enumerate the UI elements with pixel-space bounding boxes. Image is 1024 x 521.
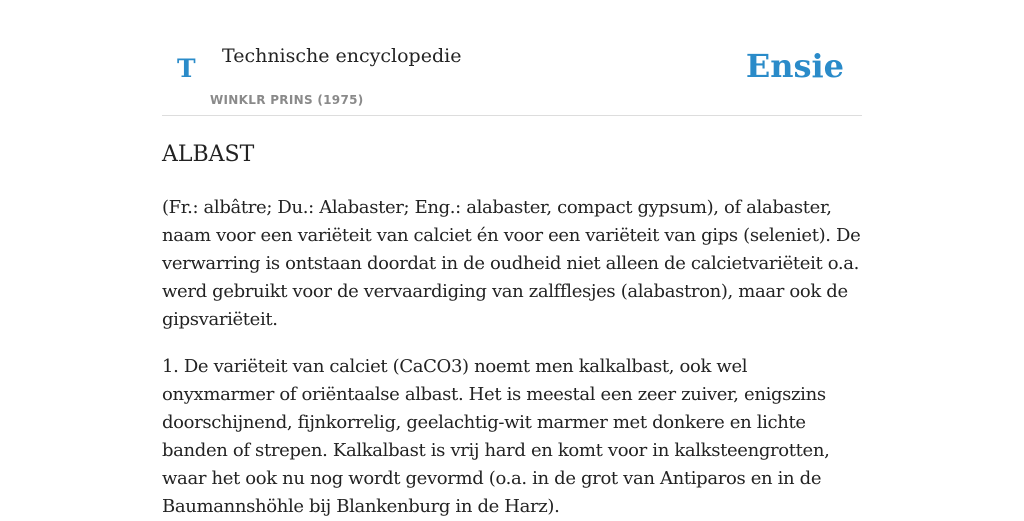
article-paragraph-2: 1. De variëteit van calciet (CaCO3) noemt men kalkalbast, ook wel onyxmarmer of oriëntaalse albast. Het is meestal een zeer zuiver, enigszins doorschijnend, fijnkorrelig, geelachtig-wit marmer met donkere en lichte banden of strepen. Kalkalbast is vrij hard en komt voor in kalksteengrotten, waar het ook nu nog wordt gevormd (o.a. in de grot van Antiparos en in de Baumannshöhle bij Blankenburg in de Harz). [162,356,830,518]
book-initial-icon[interactable]: T [177,54,196,83]
header [162,0,862,116]
ensie-logo-link[interactable]: Ensie [745,47,844,85]
article-title: ALBAST [162,142,255,167]
book-source: WINKLR PRINS (1975) [210,93,364,107]
article-paragraph-1: (Fr.: albâtre; Du.: Alabaster; Eng.: alabaster, compact gypsum), of alabaster, naam voor een variëteit van calciet én voor een variëteit van gips (seleniet). De verwarring is ontstaan doordat in de oudheid niet alleen de calcietvariëteit o.a. werd gebruikt voor de vervaardiging van zalfflesjes (alabastron), maar ook de gipsvariëteit. [162,197,861,331]
page-content [162,0,862,521]
book-title-link[interactable]: Technische encyclopedie [222,45,462,67]
